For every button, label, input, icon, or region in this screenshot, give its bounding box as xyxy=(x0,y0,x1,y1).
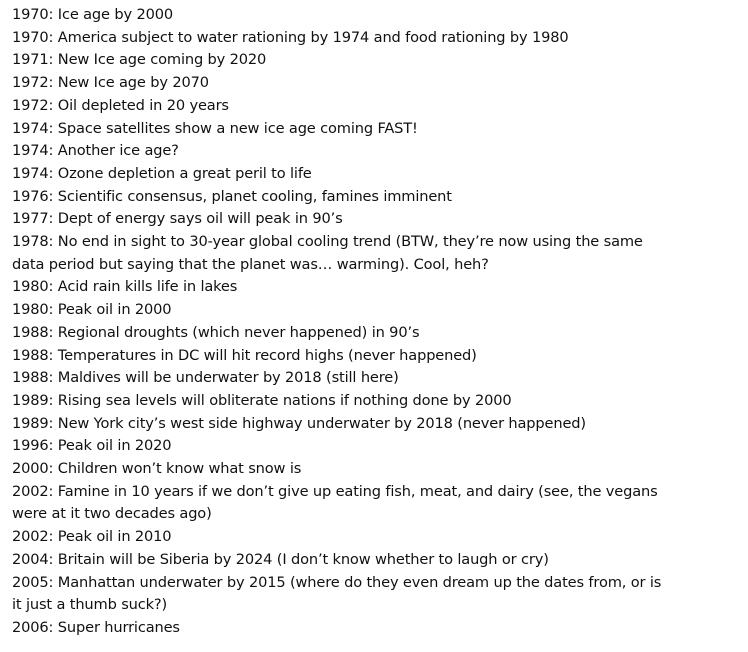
list-item: 1980: Acid rain kills life in lakes xyxy=(12,278,238,296)
list-item: 1978: No end in sight to 30-year global cooling trend (BTW, they’re now using the same data period but saying that the planet was… warming). Cool, heh? xyxy=(12,233,643,273)
list-item: 1977: Dept of energy says oil will peak in 90’s xyxy=(12,210,343,228)
list-item: 1996: Peak oil in 2020 xyxy=(12,437,172,455)
list-item: 2002: Famine in 10 years if we don’t give up eating fish, meat, and dairy (see, the vegans were at it two decades ago) xyxy=(12,482,658,523)
list-item: 1974: Ozone depletion a great peril to life xyxy=(12,164,312,182)
list-item: 1988: Maldives will be underwater by 2018 (still here) xyxy=(12,369,399,387)
list-item: 1970: Ice age by 2000 xyxy=(12,6,173,23)
list-item: 2000: Children won’t know what snow is xyxy=(12,460,302,478)
list-item: 1988: Temperatures in DC will hit record highs (never happened) xyxy=(12,346,477,364)
list-item: 1972: New Ice age by 2070 xyxy=(12,74,209,92)
list-item: 1972: Oil depleted in 20 years xyxy=(12,96,229,114)
list-item: 1974: Another ice age? xyxy=(12,142,179,160)
list-item: 1989: New York city’s west side highway underwater by 2018 (never happened) xyxy=(12,414,586,432)
list-item: 1980: Peak oil in 2000 xyxy=(12,301,172,319)
list-item: 2005: Manhattan underwater by 2015 (where do they even dream up the dates from, or is it just a thumb suck?) xyxy=(12,573,662,614)
list-item: 2002: Peak oil in 2010 xyxy=(12,528,172,546)
list-item: 1988: Regional droughts (which never happened) in 90’s xyxy=(12,323,420,341)
list-item: 1989: Rising sea levels will obliterate nations if nothing done by 2000 xyxy=(12,391,512,409)
list-item: 1976: Scientific consensus, planet cooling, famines imminent xyxy=(12,187,452,205)
list-item: 1970: America subject to water rationing by 1974 and food rationing by 1980 xyxy=(12,28,569,46)
list-item: 1974: Space satellites show a new ice age coming FAST! xyxy=(12,119,418,137)
list-item: 1971: New Ice age coming by 2020 xyxy=(12,51,267,69)
list-item: 2004: Britain will be Siberia by 2024 (I don’t know whether to laugh or cry) xyxy=(12,550,549,568)
list-item: 2006: Super hurricanes xyxy=(12,618,180,636)
